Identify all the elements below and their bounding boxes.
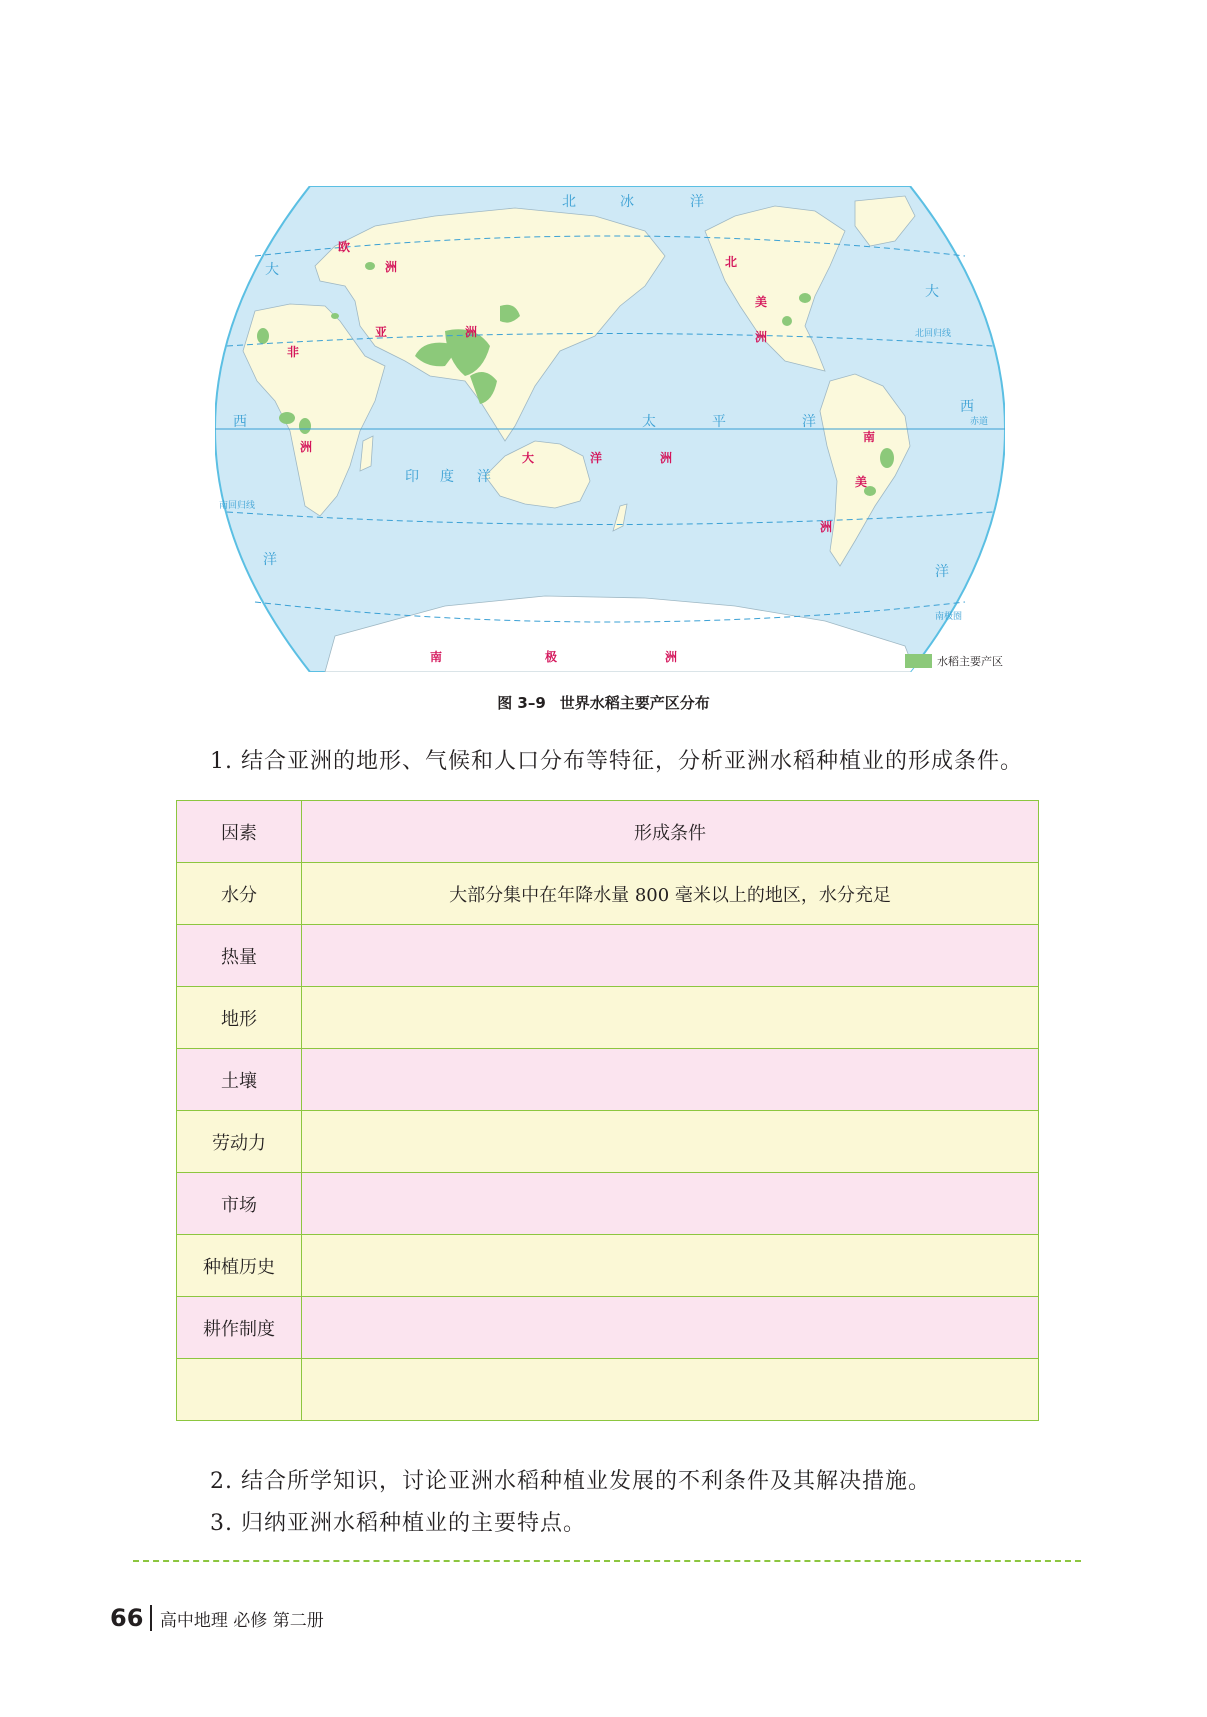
header-factor: 因素 xyxy=(177,801,302,863)
row-condition[interactable] xyxy=(302,925,1039,987)
indian-char-3: 洋 xyxy=(477,469,491,485)
equator-label: 赤道 xyxy=(970,417,989,427)
indian-char-2: 度 xyxy=(440,469,454,485)
arctic-ocean-char-1: 北 xyxy=(562,194,576,210)
africa-char-2: 洲 xyxy=(300,440,313,454)
question-3: 3. 归纳亚洲水稻种植业的主要特点。 xyxy=(210,1511,586,1536)
question-2: 2. 结合所学知识，讨论亚洲水稻种植业发展的不利条件及其解决措施。 xyxy=(210,1469,931,1494)
atlantic-left-char-2: 西 xyxy=(233,414,247,430)
row-factor: 地形 xyxy=(177,987,302,1049)
south-america-char-3: 洲 xyxy=(820,520,833,534)
row-factor[interactable] xyxy=(177,1359,302,1421)
row-condition[interactable] xyxy=(302,987,1039,1049)
north-america-char-2: 美 xyxy=(755,295,768,309)
europe-char-1: 欧 xyxy=(338,240,351,254)
row-factor: 热量 xyxy=(177,925,302,987)
figure-number: 图 3–9 xyxy=(497,694,546,712)
book-title: 高中地理 必修 第二册 xyxy=(159,1610,324,1631)
pacific-char-3: 洋 xyxy=(802,414,816,430)
atlantic-right-char-3: 洋 xyxy=(935,564,949,580)
south-america-char-2: 美 xyxy=(855,475,868,489)
atlantic-right-char-2: 西 xyxy=(960,399,974,415)
world-rice-map xyxy=(215,186,1005,672)
oceania-char-2: 洋 xyxy=(590,451,603,465)
asia-char-1: 亚 xyxy=(375,325,388,339)
table-header-row xyxy=(177,801,1039,863)
figure-caption xyxy=(0,692,1207,713)
row-factor: 种植历史 xyxy=(177,1235,302,1297)
footer-separator xyxy=(150,1605,152,1631)
table-row xyxy=(177,863,1039,925)
antarctica-char-1: 南 xyxy=(430,650,443,664)
north-america-char-3: 洲 xyxy=(755,330,768,344)
atlantic-right-char-1: 大 xyxy=(925,284,939,300)
row-condition[interactable] xyxy=(302,1111,1039,1173)
pacific-char-2: 平 xyxy=(712,414,726,430)
conditions-table xyxy=(176,800,1039,1421)
row-factor: 水分 xyxy=(177,863,302,925)
table-row xyxy=(177,1049,1039,1111)
antarctica-char-3: 洲 xyxy=(665,650,678,664)
indian-char-1: 印 xyxy=(405,469,419,485)
south-america-char-1: 南 xyxy=(863,430,876,444)
antarctic-circle-label: 南极圈 xyxy=(935,612,963,622)
table-row xyxy=(177,1297,1039,1359)
table-row xyxy=(177,1359,1039,1421)
tropic-cancer-label: 北回归线 xyxy=(915,329,952,339)
question-1: 1. 结合亚洲的地形、气候和人口分布等特征，分析亚洲水稻种植业的形成条件。 xyxy=(210,749,1023,774)
tropic-capricorn-label: 南回归线 xyxy=(219,501,256,511)
header-condition: 形成条件 xyxy=(302,801,1039,863)
table-row xyxy=(177,1235,1039,1297)
page-footer xyxy=(110,1604,324,1632)
asia-char-2: 洲 xyxy=(465,325,478,339)
row-condition[interactable] xyxy=(302,1235,1039,1297)
north-america-char-1: 北 xyxy=(725,255,738,269)
antarctica-char-2: 极 xyxy=(545,650,558,664)
row-factor: 耕作制度 xyxy=(177,1297,302,1359)
row-condition[interactable] xyxy=(302,1173,1039,1235)
row-condition[interactable] xyxy=(302,1049,1039,1111)
table-row xyxy=(177,987,1039,1049)
map-legend xyxy=(905,654,1003,668)
europe-char-2: 洲 xyxy=(385,260,398,274)
row-factor: 劳动力 xyxy=(177,1111,302,1173)
row-condition[interactable] xyxy=(302,1359,1039,1421)
africa-char-1: 非 xyxy=(287,345,300,359)
page-number: 66 xyxy=(110,1604,144,1632)
legend-swatch xyxy=(905,654,932,668)
oceania-char-1: 大 xyxy=(522,451,535,465)
row-factor: 土壤 xyxy=(177,1049,302,1111)
pacific-char-1: 太 xyxy=(642,414,656,430)
oceania-char-3: 洲 xyxy=(660,451,673,465)
table-row xyxy=(177,925,1039,987)
atlantic-left-char-1: 大 xyxy=(265,262,279,278)
atlantic-left-char-3: 洋 xyxy=(263,552,277,568)
dashed-divider xyxy=(133,1560,1081,1562)
row-factor: 市场 xyxy=(177,1173,302,1235)
row-condition[interactable] xyxy=(302,1297,1039,1359)
table-row xyxy=(177,1173,1039,1235)
row-condition: 大部分集中在年降水量 800 毫米以上的地区，水分充足 xyxy=(302,863,1039,925)
legend-label: 水稻主要产区 xyxy=(937,655,1003,668)
table-row xyxy=(177,1111,1039,1173)
arctic-ocean-char-3: 洋 xyxy=(690,194,704,210)
figure-title: 世界水稻主要产区分布 xyxy=(559,694,710,712)
arctic-ocean-char-2: 冰 xyxy=(620,194,634,210)
